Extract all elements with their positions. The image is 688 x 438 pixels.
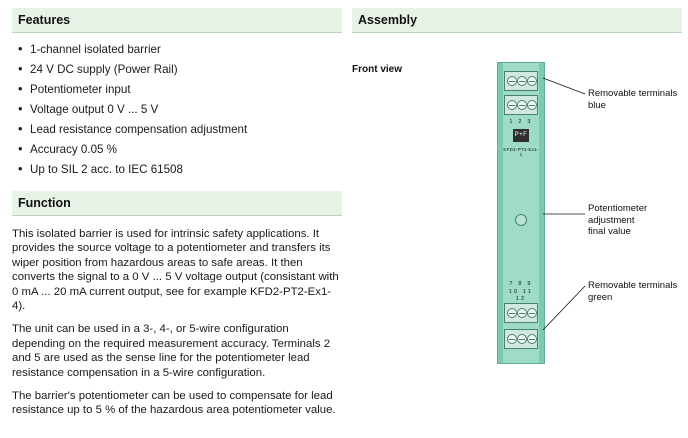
features-list [12, 43, 342, 177]
device-edge-right [539, 63, 544, 363]
screw-icon [527, 334, 537, 344]
screw-icon [507, 76, 517, 86]
screw-icon [507, 308, 517, 318]
assembly-heading: Assembly [352, 8, 682, 33]
right-column [352, 8, 682, 33]
screw-icon [517, 334, 527, 344]
function-paragraph: The unit can be used in a 3-, 4-, or 5-wire configuration depending on the required measurement accuracy. Terminals 2 and 5 are used as the sense line for the potentiometer lead resistance compensation in a 5-wire configuration. [12, 323, 331, 379]
function-paragraph: This isolated barrier is used for intrinsic safety applications. It provides the source voltage to a potentiometer and transfers its wiper position from hazardous areas to safe areas. It then converts the signal to a 0 V ... 5 V voltage output (consistant with 0 mA ... 20 mA current output, see for example KFD2-PT2-Ex1-4). [12, 228, 339, 313]
callout-removable-terminals-green [588, 280, 677, 303]
features-heading: Features [12, 8, 342, 33]
screw-icon [507, 334, 517, 344]
screw-icon [527, 308, 537, 318]
screw-icon [527, 76, 537, 86]
terminal-block-bottom-2 [504, 329, 538, 349]
screw-icon [517, 100, 527, 110]
callout-line: Potentiometer [588, 203, 648, 214]
list-item: • 24 V DC supply (Power Rail) [12, 63, 342, 77]
callout-line: Removable terminals [588, 88, 678, 99]
list-item: • Voltage output 0 V ... 5 V [12, 103, 342, 117]
function-paragraph: The barrier's potentiometer can be used to compensate for lead resistance up to 5 % of the hazardous area potentiometer value. [12, 390, 336, 417]
callout-line: green [588, 291, 613, 303]
terminal-block-top-2 [504, 95, 538, 115]
left-column [12, 8, 342, 418]
manufacturer-logo: P+F [513, 129, 529, 142]
terminal-block-top-1 [504, 71, 538, 91]
terminal-numbers-top: 1 2 3 [509, 119, 533, 125]
callout-potentiometer-adjustment [588, 203, 647, 238]
list-item: • Lead resistance compensation adjustment [12, 123, 342, 137]
list-item: • Up to SIL 2 acc. to IEC 61508 [12, 163, 342, 177]
callout-removable-terminals-blue [588, 88, 677, 111]
function-heading: Function [12, 191, 342, 216]
screw-icon [517, 308, 527, 318]
terminal-numbers-bottom-a: 7 8 9 [509, 281, 533, 287]
terminal-numbers-bottom-b: 10 11 12 [508, 289, 534, 302]
list-item: • Accuracy 0.05 % [12, 143, 342, 157]
device-front-view [497, 62, 545, 364]
list-item: • 1-channel isolated barrier [12, 43, 342, 57]
screw-icon [527, 100, 537, 110]
screw-icon [507, 100, 517, 110]
terminal-block-bottom-1 [504, 303, 538, 323]
list-item: • Potentiometer input [12, 83, 342, 97]
callout-line: final value [588, 226, 631, 237]
device-edge-left [498, 63, 503, 363]
callout-line: adjustment [588, 214, 635, 226]
device-name-label: KFD2-PT2-Ex1-1 [503, 147, 539, 157]
callout-line: Removable terminals [588, 280, 678, 291]
screw-icon [517, 76, 527, 86]
front-view-label: Front view [352, 64, 403, 75]
callout-line: blue [588, 99, 606, 111]
potentiometer-adjustment-knob[interactable] [515, 214, 527, 226]
